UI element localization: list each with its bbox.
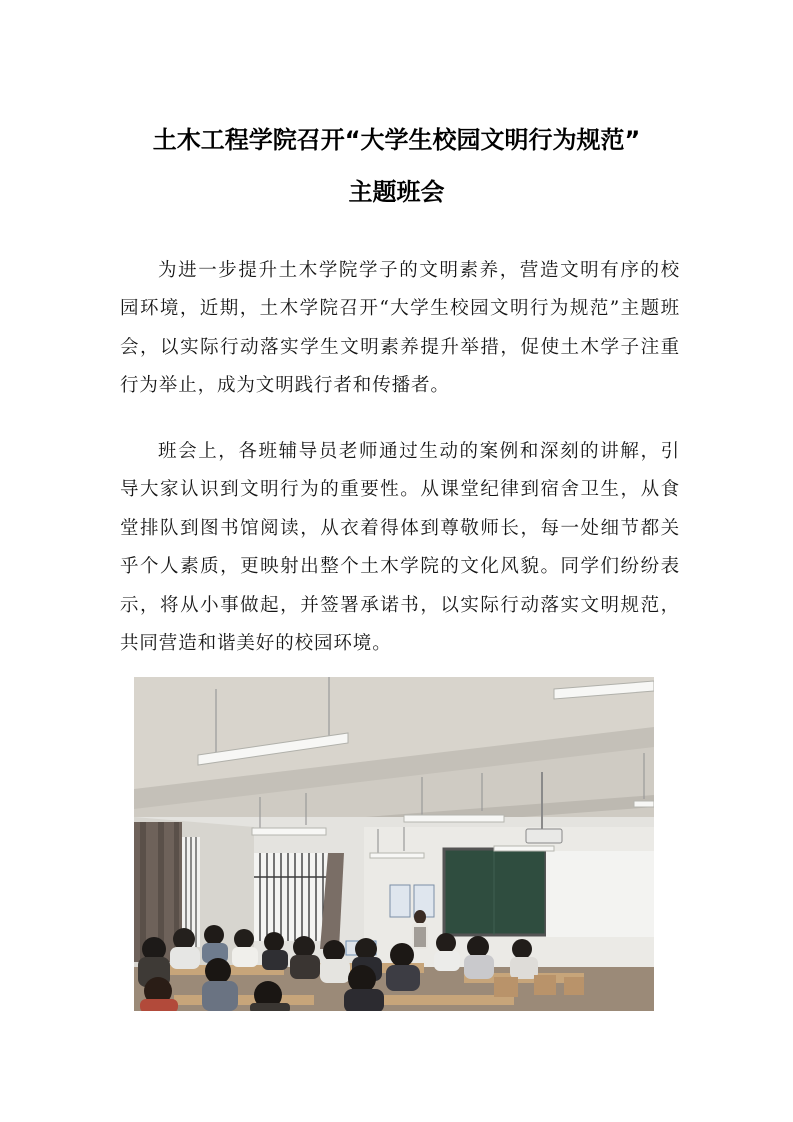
paragraph-intro: 为进一步提升土木学院学子的文明素养，营造文明有序的校园环境，近期，土木学院召开“大学生校园文明行为规范”主题班会，以实际行动落实学生文明素养提升举措，促使土木学子注重行为举止，成为文明践行者和传播者。 [120, 259, 680, 397]
paragraph-details: 班会上，各班辅导员老师通过生动的案例和深刻的讲解，引导大家认识到文明行为的重要性。从课堂纪律到宿舍卫生，从食堂排队到图书馆阅读，从衣着得体到尊敬师长，每一处细节都关乎个人素质，更映射出整个土木学院的文化风貌。同学们纷纷表示，将从小事做起，并签署承诺书，以实际行动落实文明规范，共同营造和谐美好的校园环境。 [120, 440, 680, 655]
document-title-line-1: 土木工程学院召开“大学生校园文明行为规范” [152, 126, 641, 154]
document-title-line-2: 主题班会 [348, 178, 445, 206]
classroom-photo [134, 677, 654, 1011]
